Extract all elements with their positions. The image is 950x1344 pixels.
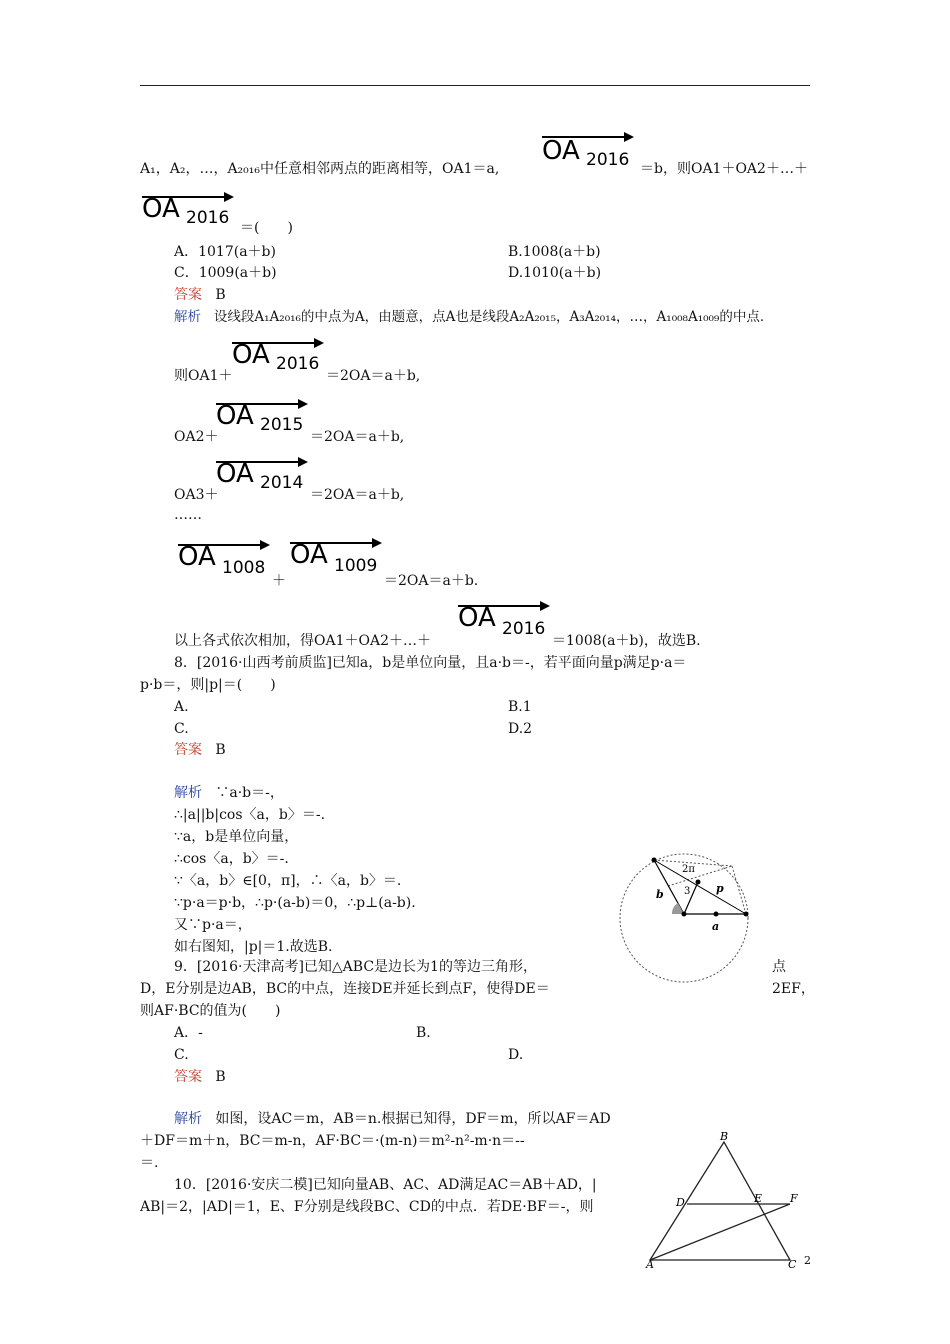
label-C: C: [788, 1258, 797, 1270]
q8-analysis-5: ∵〈a，b〉∈[0，π]，∴〈a，b〉＝.: [174, 873, 402, 889]
q9-option-c: C.: [174, 1047, 189, 1063]
q9-stem-2: D，E分别是边AB，BC的中点，连接DE并延长到点F，使得DE＝: [140, 981, 550, 997]
vector-oa1009: OA 1009: [288, 534, 384, 580]
triangle-abc: [650, 1142, 790, 1260]
q7-eq3-post: ＝2OA＝a＋b,: [310, 487, 405, 503]
label-a: a: [712, 920, 720, 933]
q8-analysis-2: ∴|a||b|cos〈a，b〉＝-.: [174, 807, 326, 823]
point: [744, 912, 749, 917]
q9-analysis-3: ＝.: [140, 1155, 159, 1171]
q8-stem-1: 8．[2016·山西考前质监]已知a，b是单位向量，且a·b＝-，若平面向量p满足p·a＝: [174, 655, 687, 671]
label-A: A: [646, 1258, 654, 1270]
label-F: F: [790, 1192, 798, 1205]
q9-stem-1: 9．[2016·天津高考]已知△ABC是边长为1的等边三角形，: [174, 959, 537, 975]
q8-analysis-7: 又∵p·a＝，: [174, 917, 252, 933]
q8-option-b: B.1: [508, 699, 532, 715]
q8-circle-figure: [612, 842, 764, 990]
q7-stem-a: A₁，A₂，…，A₂₀₁₆中任意相邻两点的距离相等，OA1＝a,: [140, 161, 500, 177]
q7-sum-pre: 以上各式依次相加，得OA1＋OA2＋…＋: [174, 633, 431, 649]
label-side: 2: [804, 1254, 811, 1267]
q7-eq4-plus: ＋: [272, 573, 286, 589]
q7-option-b: B.1008(a＋b): [508, 244, 601, 260]
q9-analysis-1: 解析 如图，设AC＝m，AB＝n.根据已知得，DF＝m，所以AF＝AD: [174, 1111, 611, 1127]
label-D: D: [676, 1196, 685, 1209]
q10-stem-2: AB|＝2，|AD|＝1，E、F分别是线段BC、CD的中点．若DE·BF＝-，则: [140, 1199, 594, 1215]
q7-option-d: D.1010(a＋b): [508, 265, 602, 281]
vector-oa2014: OA 2014: [214, 453, 310, 499]
label-E: E: [754, 1192, 763, 1205]
q7-eq2-pre: OA2＋: [174, 429, 219, 445]
q7-dots: ……: [174, 507, 202, 523]
q7-answer: 答案 B: [174, 287, 226, 303]
a-minus-b-line: [654, 860, 746, 914]
q8-option-d: D.2: [508, 721, 533, 737]
q7-eq4-post: ＝2OA＝a＋b.: [384, 573, 479, 589]
vector-oa2016-4: OA 2016: [456, 597, 552, 643]
q7-sum-post: ＝1008(a＋b)，故选B.: [552, 633, 701, 649]
q7-eq1-post: ＝2OA＝a＋b,: [326, 368, 421, 384]
point: [652, 858, 657, 863]
q8-analysis-6: ∵p·a＝p·b，∴p·(a-b)＝0，∴p⊥(a-b).: [174, 895, 416, 911]
label-3: 3: [684, 886, 691, 897]
q10-stem-1: 10．[2016·安庆二模]已知向量AB、AC、AD满足AC＝AB＋AD，|: [174, 1177, 597, 1193]
vector-oa2015: OA 2015: [214, 395, 310, 441]
label-b: b: [656, 888, 664, 901]
label-2pi: 2π: [682, 864, 695, 875]
q7-option-c: C．1009(a＋b): [174, 265, 277, 281]
q8-analysis-1: 解析 ∵a·b＝-，: [174, 785, 284, 801]
vector-oa2016-2: OA 2016: [140, 188, 236, 234]
q9-stem-3: 则AF·BC的值为( ): [140, 1003, 281, 1019]
q8-stem-2: p·b＝，则|p|＝( ): [140, 677, 276, 693]
q8-analysis-8: 如右图知，|p|＝1.故选B.: [174, 939, 333, 955]
header-rule: [140, 85, 810, 86]
q7-option-a: A．1017(a＋b): [174, 244, 276, 260]
q9-option-b: B.: [416, 1025, 431, 1041]
q7-analysis: 解析 设线段A₁A₂₀₁₆的中点为A，由题意，点A也是线段A₂A₂₀₁₅，A₃A₂₀₁₄，…，A₁₀₀₈A₁₀₀₉的中点．: [174, 309, 774, 325]
vector-oa2016-3: OA 2016: [230, 334, 326, 380]
point: [714, 912, 719, 917]
q8-analysis-3: ∵a，b是单位向量，: [174, 829, 299, 845]
vector-oa2016-1: OA 2016: [540, 128, 636, 178]
point: [696, 880, 701, 885]
q9-option-a: A．-: [174, 1025, 203, 1041]
label-B: B: [720, 1130, 729, 1143]
q9-option-d: D.: [508, 1047, 524, 1063]
q8-answer: 答案 B: [174, 742, 226, 758]
q7-stem-c: ＝( ): [240, 220, 293, 236]
label-p: p: [716, 882, 724, 895]
q8-analysis-4: ∴cos〈a，b〉＝-.: [174, 851, 289, 867]
q7-eq1-pre: 则OA1＋: [174, 368, 233, 384]
q7-eq3-pre: OA3＋: [174, 487, 219, 503]
q7-stem-b: ＝b，则OA1＋OA2＋…＋: [640, 161, 808, 177]
q7-eq2-post: ＝2OA＝a＋b,: [310, 429, 405, 445]
line-af: [650, 1204, 790, 1260]
q9-analysis-2: ＋DF＝m＋n，BC＝m-n，AF·BC＝·(m-n)＝m²-n²-m·n＝--: [140, 1133, 525, 1149]
q9-stem-2-tail: 2EF，: [772, 981, 815, 997]
triangle-figure: [640, 1130, 820, 1270]
q8-option-c: C.: [174, 721, 189, 737]
point: [682, 912, 687, 917]
q9-answer: 答案 B: [174, 1069, 226, 1085]
q9-stem-1-tail: 点: [772, 959, 786, 975]
vector-oa1008: OA 1008: [176, 536, 272, 582]
q8-option-a: A.: [174, 699, 189, 715]
